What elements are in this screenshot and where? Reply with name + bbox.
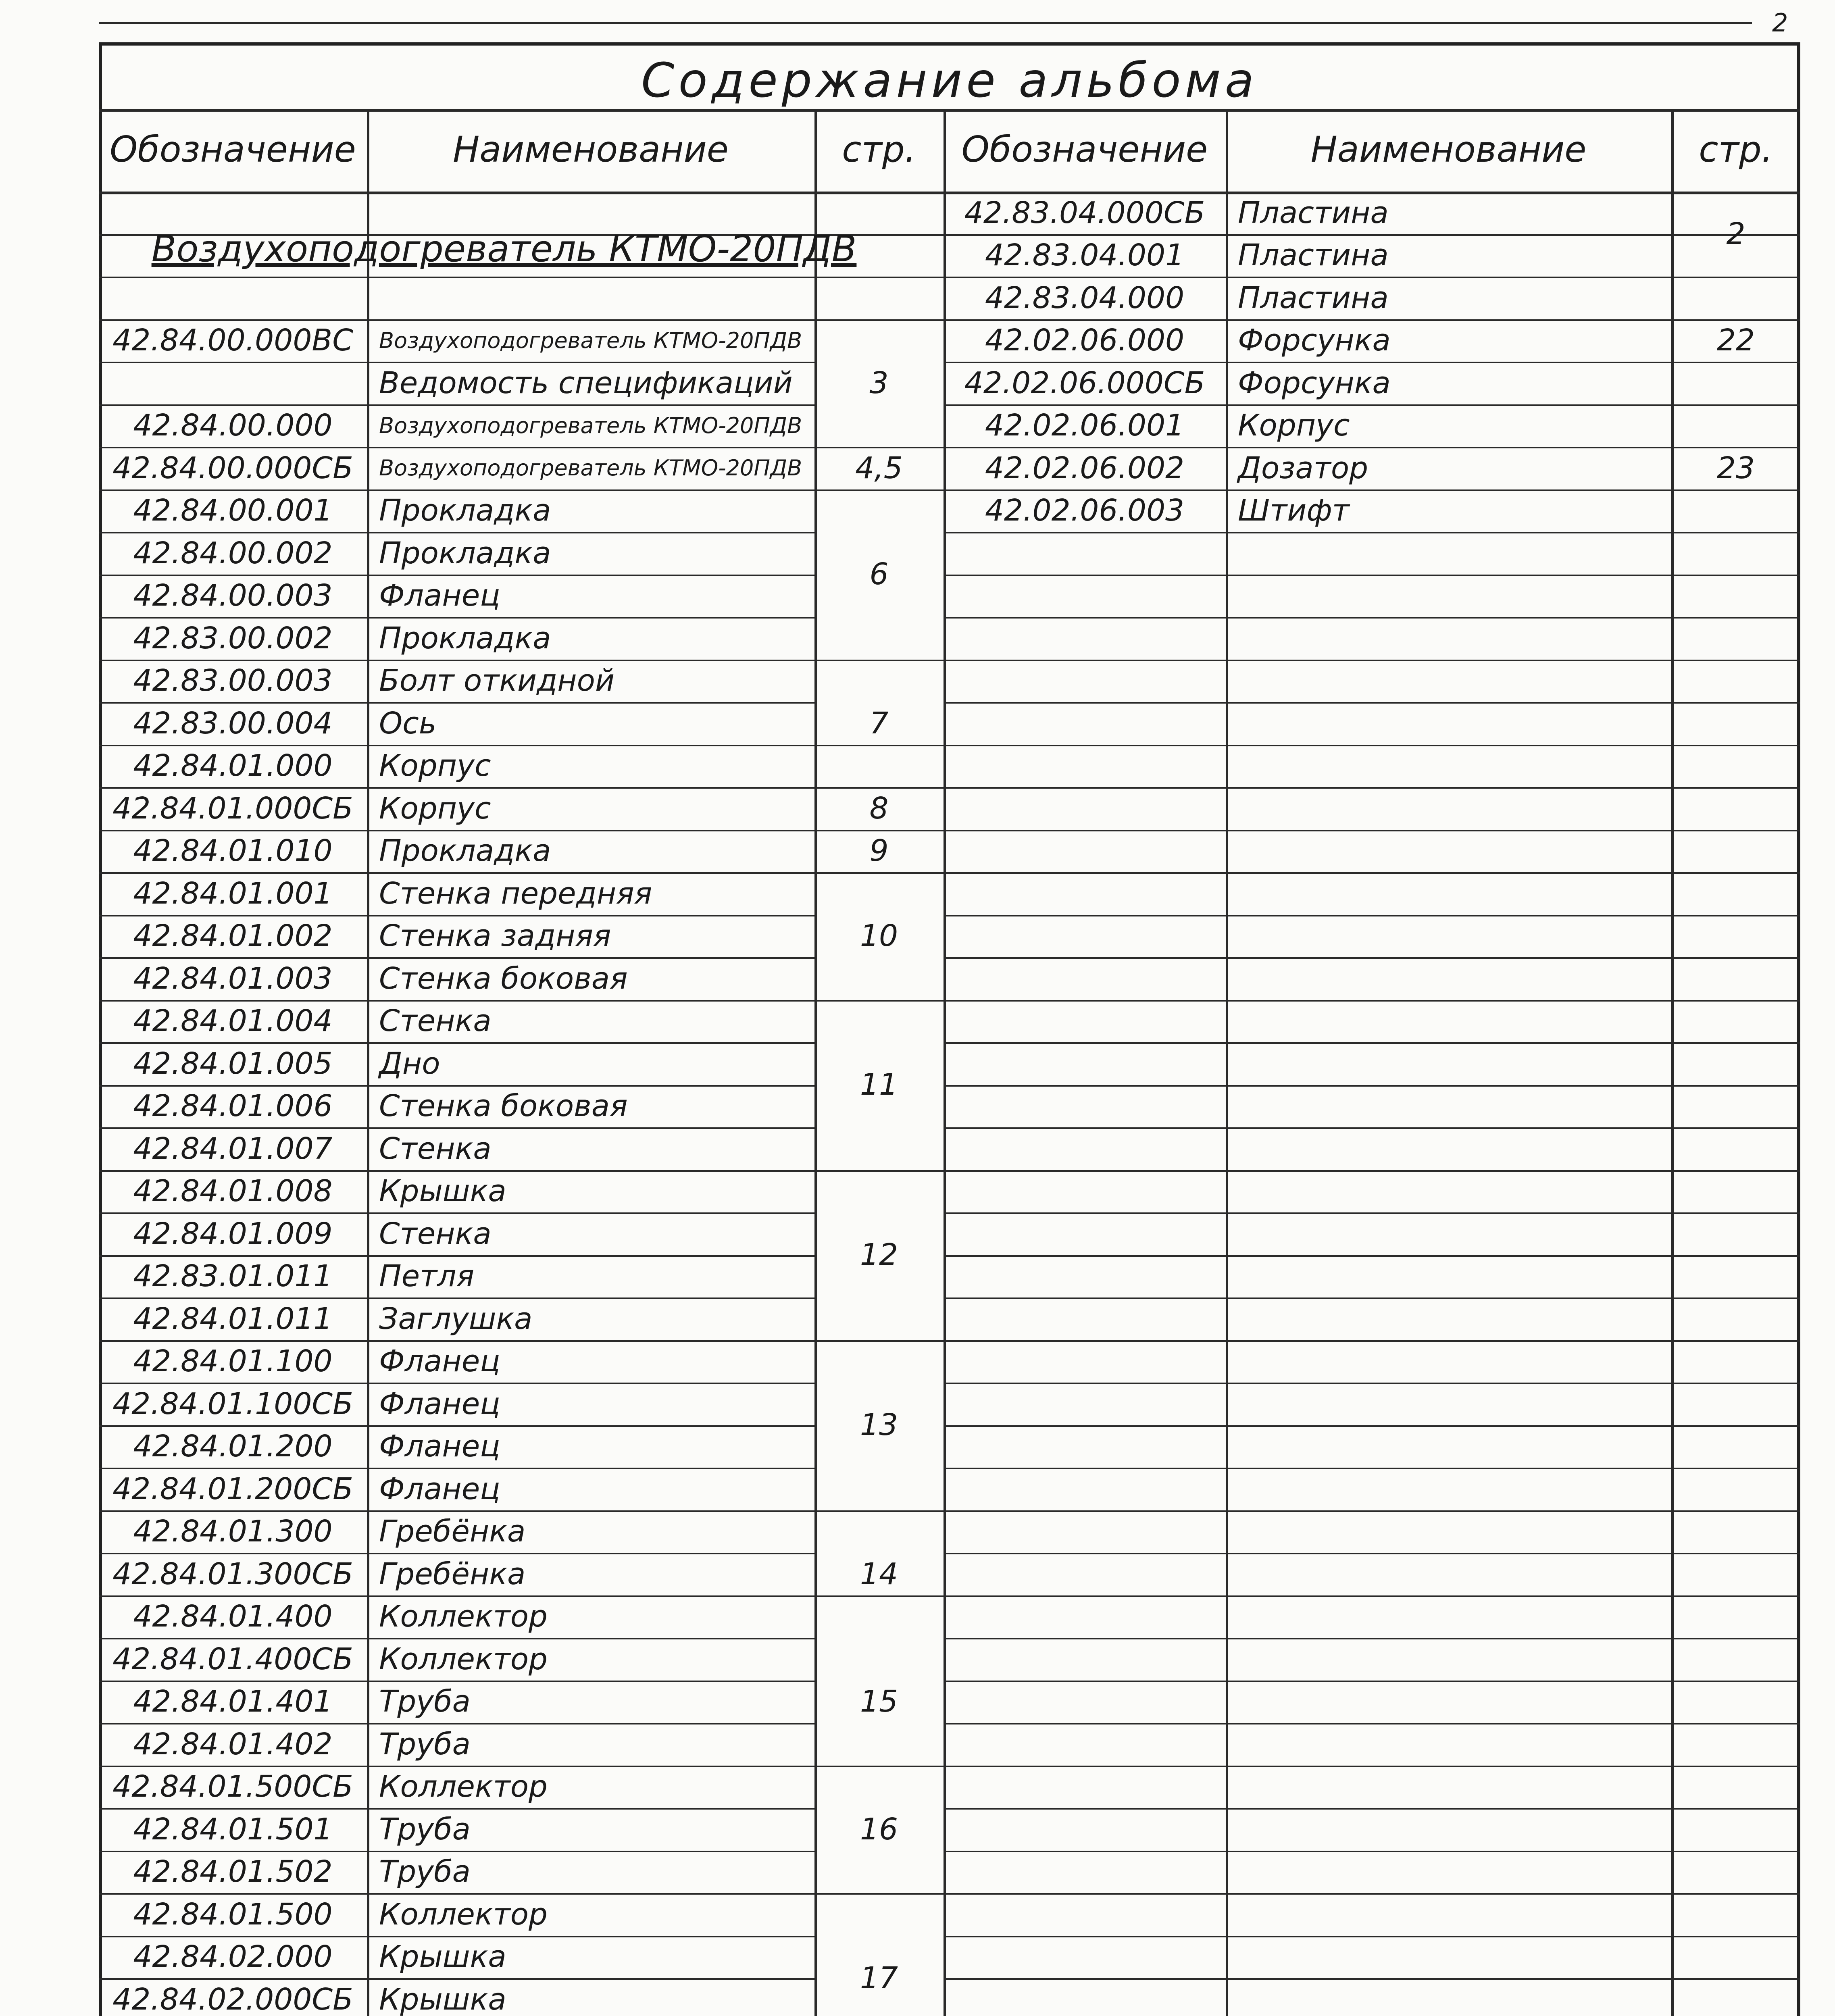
header-page: стр. [842, 128, 916, 170]
row-code: 42.84.01.007 [133, 1131, 333, 1166]
row-name: Воздухоподогреватель КТМО-20ПДВ [379, 412, 802, 438]
row-code: 42.84.01.004 [133, 1004, 333, 1038]
header-top-line [99, 109, 1800, 112]
row-name: Труба [379, 1812, 471, 1847]
right-row-name: Форсунка [1238, 365, 1391, 400]
row-name: Дно [379, 1046, 440, 1081]
row-code: 42.84.01.011 [133, 1301, 333, 1336]
row-name: Труба [379, 1684, 471, 1719]
row-code: 42.84.00.000СБ [112, 450, 353, 485]
row-code: 42.84.00.002 [133, 535, 333, 571]
row-page: 17 [860, 1960, 898, 1995]
row-name: Корпус [379, 748, 491, 783]
row-name: Фланец [379, 578, 500, 613]
header-code: Обозначение [110, 128, 356, 170]
row-code: 42.84.01.003 [133, 961, 333, 996]
row-code: 42.84.00.000ВС [112, 323, 353, 358]
row-code: 42.83.01.011 [133, 1259, 333, 1293]
row-name: Воздухоподогреватель КТМО-20ПДВ [379, 455, 802, 481]
row-name: Стенка боковая [379, 1089, 628, 1123]
row-name: Коллектор [379, 1897, 548, 1932]
page-group-line [814, 1893, 944, 1895]
row-line [99, 277, 814, 278]
row-name: Труба [379, 1854, 471, 1889]
row-code: 42.84.02.000 [133, 1939, 333, 1974]
page-group-line [814, 1000, 944, 1002]
row-code: 42.84.01.008 [133, 1174, 333, 1208]
row-name: Стенка передняя [379, 876, 652, 911]
row-name: Крышка [379, 1939, 506, 1974]
row-name: Корпус [379, 791, 491, 826]
row-code: 42.84.01.400 [133, 1599, 333, 1634]
row-name: Стенка боковая [379, 961, 628, 996]
page-group-line [814, 1595, 944, 1597]
row-code: 42.84.00.001 [133, 493, 333, 528]
right-row-code: 42.02.06.000СБ [964, 365, 1205, 400]
row-code: 42.84.01.006 [133, 1089, 333, 1123]
row-name: Стенка [379, 1216, 492, 1251]
row-page: 14 [860, 1556, 898, 1591]
row-name: Заглушка [379, 1301, 533, 1336]
row-name: Стенка [379, 1004, 492, 1038]
row-code: 42.84.01.502 [133, 1854, 333, 1889]
row-code: 42.84.00.000 [133, 408, 333, 443]
row-code: 42.84.00.003 [133, 578, 333, 613]
column-line [1671, 109, 1674, 2016]
header-name: Наименование [1310, 128, 1587, 170]
row-code: 42.84.01.100СБ [112, 1386, 353, 1421]
right-row-name: Пластина [1238, 238, 1389, 273]
page-group-line [814, 660, 944, 661]
row-name: Фланец [379, 1344, 500, 1379]
row-code: 42.84.02.000СБ [112, 1982, 353, 2016]
page-number: 2 [1772, 8, 1788, 37]
row-name: Воздухоподогреватель КТМО-20ПДВ [379, 327, 802, 353]
row-code: 42.83.00.004 [133, 706, 333, 741]
page-group-line [814, 1510, 944, 1512]
header-name: Наименование [453, 128, 729, 170]
row-code: 42.83.00.003 [133, 663, 333, 698]
row-code: 42.84.01.500 [133, 1897, 333, 1932]
row-name: Прокладка [379, 833, 551, 868]
row-code: 42.84.01.005 [133, 1046, 333, 1081]
row-code: 42.84.01.500СБ [112, 1769, 353, 1804]
row-name: Фланец [379, 1471, 500, 1506]
row-code: 42.84.01.100 [133, 1344, 333, 1379]
right-row-code: 42.83.04.001 [985, 238, 1185, 273]
page-group-line [814, 319, 944, 321]
row-name: Коллектор [379, 1769, 548, 1804]
row-name: Петля [379, 1259, 475, 1293]
row-page: 16 [860, 1812, 898, 1847]
row-name: Крышка [379, 1982, 506, 2016]
page-group-line [814, 745, 944, 746]
header-page: стр. [1699, 128, 1773, 170]
row-code: 42.83.00.002 [133, 621, 333, 656]
right-row-name: Пластина [1238, 280, 1389, 315]
row-name: Прокладка [379, 621, 551, 656]
row-page: 4,5 [855, 450, 903, 485]
right-row-code: 42.02.06.001 [985, 408, 1185, 443]
right-row-name: Пластина [1238, 195, 1389, 230]
row-page: 7 [869, 706, 889, 741]
right-row-page: 22 [1716, 323, 1755, 358]
album-title: Содержание альбома [641, 52, 1258, 108]
row-name: Коллектор [379, 1641, 548, 1677]
right-row-code: 42.83.04.000 [985, 280, 1185, 315]
row-name: Крышка [379, 1174, 506, 1208]
page-group-line [814, 872, 944, 874]
row-name: Стенка [379, 1131, 492, 1166]
row-code: 42.84.01.501 [133, 1812, 333, 1847]
row-code: 42.84.01.002 [133, 918, 333, 953]
right-row-name: Корпус [1238, 408, 1350, 443]
row-name: Коллектор [379, 1599, 548, 1634]
row-code: 42.84.01.010 [133, 833, 333, 868]
row-name: Фланец [379, 1429, 500, 1464]
right-row-code: 42.02.06.000 [985, 323, 1185, 358]
right-row-page: 2 [1726, 217, 1745, 252]
row-name: Гребёнка [379, 1514, 526, 1549]
row-code: 42.84.01.200 [133, 1429, 333, 1464]
row-page: 12 [860, 1237, 898, 1272]
row-code: 42.84.01.401 [133, 1684, 333, 1719]
right-row-name: Форсунка [1238, 323, 1391, 358]
right-row-name: Штифт [1238, 493, 1350, 528]
row-page: 8 [869, 791, 889, 826]
row-code: 42.84.01.000 [133, 748, 333, 783]
row-name: Болт откидной [379, 663, 615, 698]
row-name: Ведомость спецификаций [379, 365, 793, 400]
row-page: 15 [860, 1684, 898, 1719]
page-group-line [814, 489, 944, 491]
section-title: Воздухоподогреватель КТМО-20ПДВ [151, 228, 857, 270]
row-code: 42.84.01.300СБ [112, 1556, 353, 1591]
row-code: 42.84.01.009 [133, 1216, 333, 1251]
row-page: 6 [869, 557, 889, 592]
row-code: 42.84.01.300 [133, 1514, 333, 1549]
row-name: Гребёнка [379, 1556, 526, 1591]
right-row-code: 42.02.06.003 [985, 493, 1185, 528]
right-row-code: 42.02.06.002 [985, 450, 1185, 485]
row-page: 9 [869, 833, 889, 868]
row-code: 42.84.01.400СБ [112, 1641, 353, 1677]
right-row-name: Дозатор [1238, 450, 1368, 485]
row-code: 42.84.01.001 [133, 876, 333, 911]
header-code: Обозначение [961, 128, 1208, 170]
page-group-line [814, 1340, 944, 1342]
right-row-code: 42.83.04.000СБ [964, 195, 1205, 230]
row-code: 42.84.01.000СБ [112, 791, 353, 826]
row-name: Стенка задняя [379, 918, 611, 953]
right-row-page: 23 [1716, 450, 1755, 485]
row-name: Ось [379, 706, 437, 741]
page-group-line [814, 192, 944, 193]
row-page: 3 [869, 365, 889, 400]
row-name: Фланец [379, 1386, 500, 1421]
row-page: 10 [860, 918, 898, 953]
page-group-line [814, 1766, 944, 1767]
page-group-line [814, 1170, 944, 1172]
page-group-line [814, 277, 944, 278]
row-name: Прокладка [379, 493, 551, 528]
top-border-line [99, 22, 1752, 24]
row-name: Прокладка [379, 535, 551, 571]
row-page: 11 [860, 1067, 898, 1102]
row-name: Труба [379, 1727, 471, 1762]
row-page: 13 [860, 1408, 898, 1443]
row-code: 42.84.01.402 [133, 1727, 333, 1762]
row-code: 42.84.01.200СБ [112, 1471, 353, 1506]
